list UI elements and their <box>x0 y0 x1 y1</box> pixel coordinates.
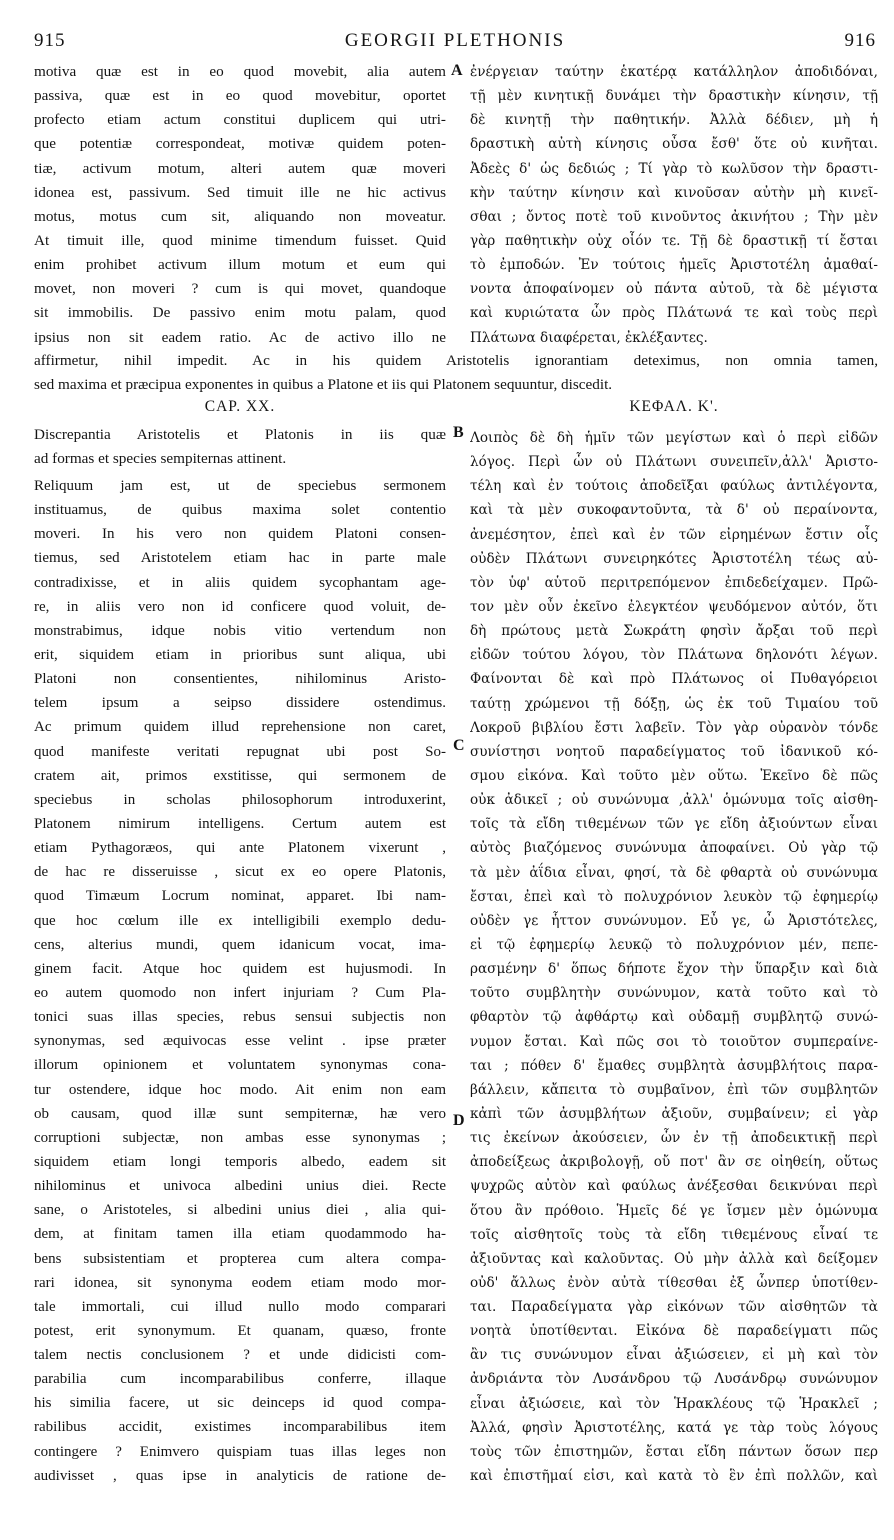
greek-text-line: τὸν ὑφ' αὑτοῦ περιτρεπόμενον ἐπιδεδείχαμεν. Πρῶ- <box>470 574 878 591</box>
latin-text-line: ob causam, quod illæ sunt sempiternæ, hæ vero <box>34 1105 446 1122</box>
margin-marker-c: C <box>453 737 465 754</box>
greek-text-line: τοῖς αἰσθητοῖς τοὺς τὰ εἴδη τιθεμένους εἶναί τε <box>470 1226 878 1243</box>
latin-text-line: telem ipsum a seipso dissidere ostendimus. <box>34 695 446 712</box>
latin-text-line: movet, non moveri ? cum is qui movet, quandoque <box>34 280 446 298</box>
latin-chapter-heading: CAP. XX. <box>204 398 276 415</box>
latin-text-line: tonici suas illas species, rebus sensui subjectis non <box>34 1009 446 1026</box>
latin-text-line: que potentiæ correspondeat, motivæ quidem poten- <box>34 135 446 153</box>
latin-text-line: siquidem etiam longi temporis albedo, eadem sit <box>34 1153 446 1170</box>
greek-text-line: οὐκ ἀδικεῖ ; οὐ συνώνυμα ,ἀλλ' ὁμώνυμα τοῖς αἰσθη- <box>470 792 878 809</box>
latin-text-line: quod manifeste veritati repugnat ubi post So- <box>34 743 446 760</box>
greek-text-line: Λοκροῦ βιβλίου ἔστι λαβεῖν. Τὸν γὰρ οὐρανὸν τόνδε <box>470 719 878 736</box>
latin-text-line: nihilominus et univoca albedini unius diei. Recte <box>34 1178 446 1195</box>
greek-chapter-heading: ΚΕΦΑΛ. Κ'. <box>629 398 719 415</box>
greek-text-line: Πλάτωνα διαφέρεται, ἐκλέξαντες. <box>470 329 708 346</box>
latin-text-line: de hac re disseruisse , sicut ex eo opere Platonis, <box>34 864 446 881</box>
greek-text-line: ἀνδριάντα τὸν Λυσάνδρου τῷ Λυσάνδρῳ συνώνυμον <box>470 1371 878 1388</box>
latin-text-line: motus, motus cum sit, aliquando non moveatur. <box>34 207 446 225</box>
latin-text-line: tale immortali, cui illud nullo modo comparari <box>34 1298 446 1315</box>
greek-text-line: ταύτῃ χρώμενοι τῇ δόξῃ, ὡς ἐκ τοῦ Τιμαίου τοῦ <box>470 695 878 712</box>
latin-text-line: audivisset , quas ipse in analyticis de ratione de- <box>34 1467 446 1484</box>
greek-text-line: νυμον ἔσται. Καὶ πῶς σοι τὸ τοιοῦτον συμπεραίνε- <box>470 1033 878 1050</box>
greek-text-line: ψυχρῶς αὐτὸν καὶ φαύλως ἀνέξεσθαι δεικνύναι περὶ <box>470 1178 878 1195</box>
latin-text-line: tur ostendere, idque hoc modo. Ait enim non eam <box>34 1081 446 1098</box>
greek-text-line: κὴν ταύτην κίνησιν καὶ κινοῦσαν αὐτὴν μὴ κινεῖ- <box>470 184 878 201</box>
latin-text-line: parabilia cum incomparabilibus conferre, illaque <box>34 1371 446 1388</box>
latin-text-line: monstrabimus, idque nobis vitio vertendum non <box>34 622 446 639</box>
greek-column-section2 <box>470 426 878 1488</box>
latin-text-line: affirmetur, nihil impedit. Ac in his quidem Aristotelis ignorantiam deteximus, non omnia tamen, <box>34 352 878 369</box>
greek-text-line: Λοιπὸς δὲ δὴ ἡμῖν τῶν μεγίστων καὶ ὁ περὶ εἰδῶν <box>470 430 878 446</box>
greek-text-line: σμου εἰκόνα. Καὶ τοῦτο μὲν οὕτω. Ἐκεῖνο δὲ πῶς <box>470 767 878 784</box>
greek-text-line: ὅτου ἂν πρόθοιο. Ἡμεῖς δέ γε ἴσμεν μὲν ὁμώνυμα <box>470 1202 878 1219</box>
latin-text-line: Platonem nimirum intelligens. Certum autem est <box>34 815 446 832</box>
greek-text-line: ἀνεμέσητον, ἐπεὶ καὶ ἐν τῶν εἰρημένων ἔστιν οἷς <box>470 526 878 543</box>
latin-text-line: passiva, quæ est in eo quod movebitur, oportet <box>34 87 446 105</box>
greek-text-line: γὰρ παθητικὴν οὐχ οἷόν τε. Τῇ δὲ δραστικῇ τί ἔσται <box>470 232 878 249</box>
greek-text-line: ἀποδείξεως ἀκριβολογῇ, οὔ ποτ' ἂν σε οἰηθείη, οὕτως <box>470 1154 878 1171</box>
greek-text-line: φθαρτὸν τῷ ἀφθάρτῳ καὶ οὐδαμῇ συμβλητῷ συνώ- <box>470 1009 878 1026</box>
greek-column-section1 <box>470 60 878 350</box>
latin-text-line: idonea est, passivum. Sed timuit ille ne hic activus <box>34 183 446 201</box>
latin-text-line: cratem ait, primos exstitisse, qui sermonem de <box>34 767 446 784</box>
greek-text-line: ἐνέργειαν ταύτην ἑκατέρᾳ κατάλληλον ἀποδιδόναι, <box>470 64 878 80</box>
latin-text-line: sed maxima et præcipua exponentes in quibus a Platone et iis qui Platonem sequuntur, discedit. <box>34 376 613 393</box>
greek-text-line: οὐδὲν γε ἧττον συνώνυμον. Εὖ γε, ὦ Ἀριστότελες, <box>470 912 878 929</box>
greek-text-line: δραστικὴ αὐτὴ κίνησις οὖσα ἔσθ' ὅτε οὐ κινῆται. <box>470 136 878 153</box>
greek-text-line: αὐτὸς βιαζόμενος συνώνυμα ἀποφαίνει. Οὐ γὰρ τῷ <box>470 840 878 857</box>
latin-text-line: cens, alterius mundi, quem idanicum vocat, ima- <box>34 936 446 953</box>
latin-text-line: erit, siquidem etiam in prioribus sunt aliqua, ubi <box>34 646 446 663</box>
greek-text-line: ἀξιοῦντας καὶ καλοῦντας. Οὐ μὴν ἀλλὰ καὶ δείξομεν <box>470 1250 878 1267</box>
greek-text-line: εἰ τῷ ἐφημερίῳ λευκῷ τὸ πολυχρόνιον μέν, πεπε- <box>470 936 878 953</box>
page-number-left: 915 <box>34 30 66 51</box>
greek-text-line: δὲ κινητῇ τὴν παθητικήν. Ἀλλὰ δέδιεν, μὴ ἡ <box>470 112 878 129</box>
greek-text-line: τέλη καὶ ἐν τούτοις ἀποδεῖξαι φαύλως ἀντιλέγοντα, <box>470 478 878 495</box>
latin-text-line: ginem facit. Atque hoc quidem est hujusmodi. In <box>34 960 446 977</box>
latin-text-line: Platoni non consentientes, nihilominus Aristo- <box>34 671 446 688</box>
latin-text-line: dem, at finitam tamen illa etiam quodammodo ha- <box>34 1226 446 1243</box>
greek-text-line: τὸ ἐμποδών. Ἐν τούτοις ἡμεῖς Ἀριστοτέλη ἀμαθαί- <box>470 257 878 274</box>
margin-marker-d: D <box>453 1112 465 1129</box>
running-header <box>34 30 876 56</box>
greek-text-line: κἀπὶ τῶν ἀσυμβλήτων ἀξιοῦν, συμβαίνειν; εἰ γὰρ <box>470 1105 878 1122</box>
latin-text-line: talem nectis conclusionem ? et unde didicisti com- <box>34 1347 446 1364</box>
latin-text-line: rari idonea, sit synonyma eodem etiam modo mor- <box>34 1274 446 1291</box>
full-width-closing-lines <box>34 349 878 397</box>
greek-text-line: οὐδ' ἄλλως ἐνὸν αὐτὰ τίθεσθαι ἐξ ὧνπερ ὑποτίθεν- <box>470 1274 878 1291</box>
latin-text-line: tiæ, activum motum, alteri autem quæ moveri <box>34 159 446 177</box>
greek-text-line: τοὺς τῶν ἐπιστημῶν, ἔσται εἴδη πάντων ὅσων περ <box>470 1443 878 1460</box>
greek-text-line: τις ἐκείνων ἀκούσειεν, ὧν ἐν τῇ ἀποδεικτικῇ περὶ <box>470 1130 878 1147</box>
greek-text-line: Ἀλλά, φησὶν Ἀριστοτέλης, κατά γε τὰρ τοὺς λόγους <box>470 1419 878 1436</box>
chapter-summary-line: ad formas et species sempiternas attinent. <box>34 450 287 468</box>
greek-text-line: ἂν τις συνώνυμον εἶναι ἀξιώσειεν, εἰ μὴ καὶ τὸν <box>470 1347 878 1364</box>
page-number-right: 916 <box>844 30 876 51</box>
greek-text-line: Ἀδεὲς δ' ὡς δεδιώς ; Τί γὰρ τὸ κωλῦσον τὴν δραστι- <box>470 160 878 177</box>
latin-text-line: instituamus, de quibus maxima solet contentio <box>34 502 446 519</box>
latin-text-line: contingere ? Enimvero quispiam tuas illas leges non <box>34 1443 446 1460</box>
latin-text-line: At timuit ille, quod minime timendum fuisset. Quid <box>34 231 446 249</box>
greek-text-line: τον μὲν οὖν ἐκεῖνο ἐλεγκτέον ψευδόμενον αὐτόν, ὅτι <box>470 598 878 615</box>
greek-text-line: ται. Παραδείγματα γὰρ εἰκόνων τῶν αἰσθητῶν τὰ <box>470 1299 878 1316</box>
latin-text-line: re, in aliis vero non id conficere quod voluit, de- <box>34 598 446 615</box>
latin-text-line: que hoc cœlum ille ex intelligibili exemplo dedu- <box>34 912 446 929</box>
latin-text-line: etiam Pythagoræos, qui ante Platonem vixerunt , <box>34 840 446 857</box>
latin-text-line: motiva quæ est in eo quod movebit, alia autem <box>34 63 446 80</box>
greek-text-line: καὶ κυριώτατα ὧν πρὸς Πλάτωνά τε καὶ τοὺς περὶ <box>470 305 878 322</box>
latin-text-line: his similia facere, ut sic deinceps id quod compa- <box>34 1395 446 1412</box>
running-title: GEORGII PLETHONIS <box>344 30 566 51</box>
latin-text-line: Reliquum jam est, ut de speciebus sermonem <box>34 478 446 494</box>
latin-chapter-summary <box>34 423 446 471</box>
greek-text-line: σθαι ; ὄντος ποτὲ τοῦ κινοῦντος ἀκινήτου ; Τὴν μὲν <box>470 208 878 225</box>
latin-text-line: corruptioni subjectæ, non ambas esse synonymas ; <box>34 1129 446 1146</box>
latin-text-line: synonymas, sed æquivocas esse velint . ipse præter <box>34 1033 446 1050</box>
latin-column-section1 <box>34 60 446 350</box>
greek-text-line: εἰδῶν τούτου λόγου, τὸν Πλάτωνα δηλονότι λέγων. <box>470 647 878 664</box>
latin-text-line: bens subsistentiam et propterea cum altera compa- <box>34 1250 446 1267</box>
latin-text-line: contradixisse, et in aliis quidem sycophantam age- <box>34 574 446 591</box>
latin-text-line: potest, erit synonymum. Et quanam, quæso, fronte <box>34 1322 446 1339</box>
latin-column-section2 <box>34 474 446 1488</box>
greek-text-line: εἶναι ἀξιώσειε, καὶ τὸν Ἡρακλέους τῷ Ἡρακλεῖ ; <box>470 1395 878 1412</box>
greek-text-line: νοητὰ ὑποτίθενται. Εἰκόνα δὲ παραδείγματι πῶς <box>470 1323 878 1340</box>
greek-text-line: οὐδὲν Πλάτωνι συνειρηκότες Ἀριστοτέλη τέως αὐ- <box>470 550 878 567</box>
latin-text-line: sit immobilis. De passivo enim motu palam, quod <box>34 304 446 322</box>
latin-text-line: Ac primum quidem illud reprehensione non caret, <box>34 719 446 736</box>
greek-text-line: λόγος. Περὶ ὧν οὐ Πλάτωνι συνειπεῖν,ἀλλ' Ἀριστο- <box>470 454 878 471</box>
greek-text-line: νοντα ἀποφαίνομεν οὐ πάντα αὐτοῦ, τὰ δὲ μέγιστα <box>470 281 878 298</box>
latin-text-line: ipsius non sit eadem ratio. Ac de activo illo ne <box>34 328 446 346</box>
chapter-summary-line: Discrepantia Aristotelis et Platonis in iis quæ <box>34 426 446 443</box>
greek-text-line: ται ; πόθεν δ' ἔμαθες συμβλητὰ ἀσυμβλήτοις παρα- <box>470 1057 878 1074</box>
greek-text-line: τῇ μὲν κινητικῇ δυνάμει τὴν δραστικὴν κίνησιν, τῇ <box>470 88 878 105</box>
greek-text-line: βάλλειν, κἄπειτα τὸ συμβαῖνον, ἐπὶ τῶν συμβλητῶν <box>470 1081 878 1098</box>
latin-text-line: enim prohibet activum illum motum et eum qui <box>34 256 446 274</box>
latin-text-line: illorum opinionem et voluntatem synonymas cona- <box>34 1057 446 1074</box>
greek-text-line: καὶ τὰ μὲν συκοφαντοῦντα, τὰ δ' οὐ περαίνοντα, <box>470 502 878 519</box>
greek-text-line: συνίστησι νοητοῦ παραδείγματος τοῦ ἰδανικοῦ κό- <box>470 743 878 760</box>
latin-text-line: quod Timæum Locrum nominat, apparet. Ibi nam- <box>34 888 446 905</box>
greek-text-line: ἔσται, ἐπεὶ καὶ τὸ πολυχρόνιον λευκὸν τῷ ἐφημερίῳ <box>470 888 878 905</box>
greek-text-line: Φαίνονται δὲ καὶ πρὸ Πλάτωνος οἱ Πυθαγόρειοι <box>470 671 878 688</box>
greek-text-line: τοῦτο συμβλητὴν συνώνυμον, κατὰ τοῦτο καὶ τὸ <box>470 985 878 1002</box>
latin-text-line: sane, o Aristoteles, si albedini unius diei , alia qui- <box>34 1202 446 1219</box>
latin-text-line: tiemus, sed Aristotelem etiam hac in parte male <box>34 550 446 567</box>
greek-text-line: ρασμένην δ' ὅπως δήποτε ἔχον τὴν ὕπαρξιν καὶ διὰ <box>470 961 878 978</box>
latin-text-line: eo autem quomodo non infert injuriam ? Cum Pla- <box>34 984 446 1001</box>
latin-text-line: profecto etiam actum constitui duplicem qui utri- <box>34 111 446 129</box>
margin-marker-b: B <box>453 424 464 441</box>
latin-text-line: speciebus in scholas philosophorum introduxerint, <box>34 791 446 808</box>
margin-marker-a: A <box>451 62 463 79</box>
greek-text-line: τοῖς τὰ εἴδη τιθεμένων τῶν γε εἴδη ἀξιούντων εἶναι <box>470 816 878 833</box>
latin-text-line: moveri. In his vero non quidem Platoni consen- <box>34 526 446 543</box>
greek-text-line: τὰ μὲν ἀΐδια εἶναι, φησί, τὰ δὲ φθαρτὰ οὐ συνώνυμα <box>470 864 878 881</box>
latin-text-line: rabilibus accidit, existimes incomparabilibus item <box>34 1419 446 1436</box>
greek-text-line: δὴ πρώτους μετὰ Σωκράτη φησὶν ἄρξαι τοῦ περὶ <box>470 623 878 640</box>
greek-text-line: καὶ ἐπιστῆμαί εἰσι, καὶ κατὰ τὸ ἓν ἐπὶ πολλῶν, καὶ <box>470 1468 878 1485</box>
